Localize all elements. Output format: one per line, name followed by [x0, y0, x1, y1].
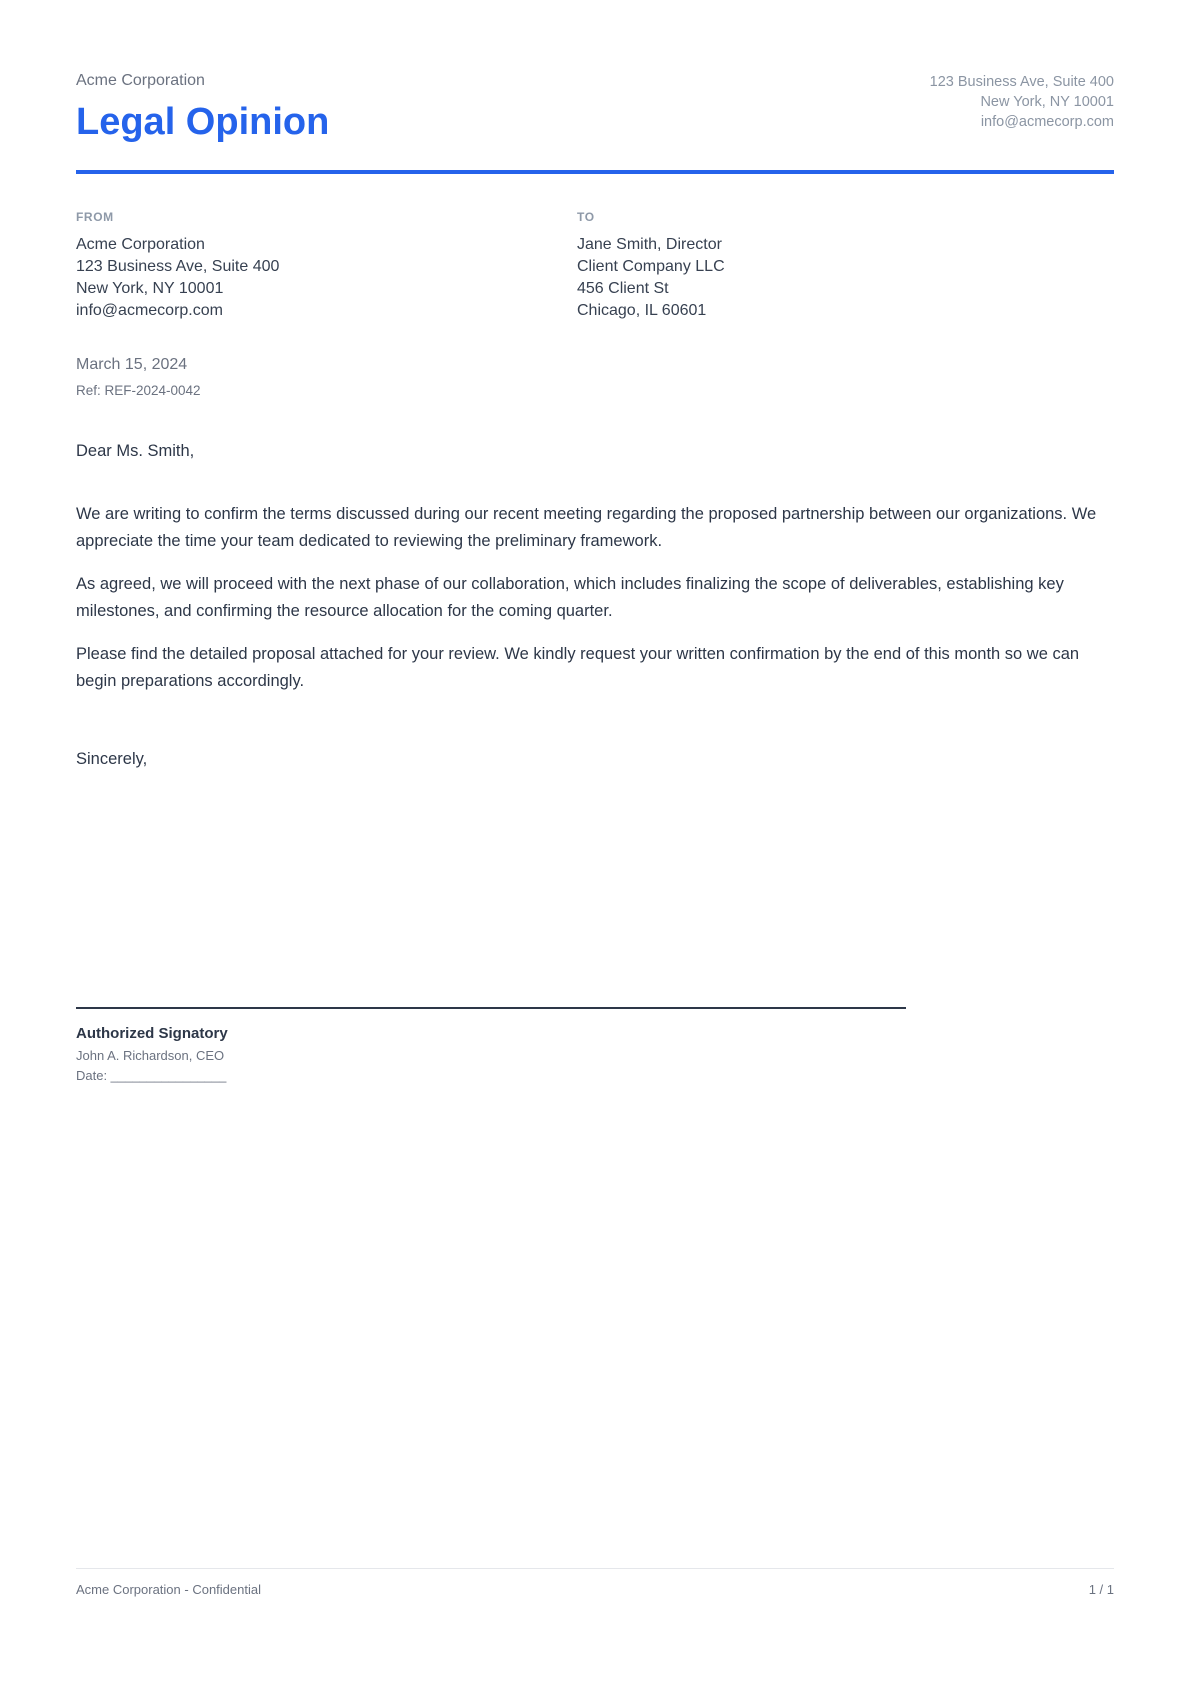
to-line: Client Company LLC — [577, 258, 725, 275]
address-line: info@acmecorp.com — [980, 114, 1114, 130]
letter-date: March 15, 2024 — [76, 356, 188, 373]
page-title: Legal Opinion — [76, 101, 330, 143]
letterhead — [76, 70, 1114, 144]
to-line: Jane Smith, Director — [577, 236, 722, 253]
from-line: New York, NY 10001 — [76, 280, 224, 297]
footer-confidential-text: Acme Corporation - Confidential — [76, 1582, 261, 1597]
body-paragraph: Please find the detailed proposal attached for your review. We kindly request your written confirmation by the end of this month so we can begin preparations accordingly. — [76, 645, 1080, 690]
date-reference-block — [76, 354, 1114, 400]
from-line: Acme Corporation — [76, 236, 205, 253]
reference-number: Ref: REF-2024-0042 — [76, 383, 201, 398]
letter-body — [76, 501, 1114, 695]
body-paragraph: As agreed, we will proceed with the next phase of our collaboration, which includes finalizing the scope of deliverables, establishing key milestones, and confirming the resource allocation for the coming quarter. — [76, 575, 1064, 620]
closing-phrase: Sincerely, — [76, 750, 148, 768]
signature-rule — [76, 1007, 906, 1009]
page-footer — [76, 1568, 1114, 1597]
signatory-title: Authorized Signatory — [76, 1025, 228, 1042]
company-name: Acme Corporation — [76, 72, 205, 89]
from-label: FROM — [76, 210, 114, 224]
to-line: Chicago, IL 60601 — [577, 302, 707, 319]
signature-date-line: Date: ________________ — [76, 1068, 227, 1083]
signatory-name: John A. Richardson, CEO — [76, 1048, 225, 1063]
address-line: New York, NY 10001 — [980, 94, 1114, 110]
to-block — [577, 210, 1114, 322]
to-line: 456 Client St — [577, 280, 669, 297]
signature-block — [76, 1007, 1114, 1085]
footer-page-number: 1 / 1 — [1088, 1582, 1114, 1597]
from-line: 123 Business Ave, Suite 400 — [76, 258, 280, 275]
from-block — [76, 210, 577, 322]
parties-section — [76, 210, 1114, 322]
body-paragraph: We are writing to confirm the terms discussed during our recent meeting regarding the proposed partnership between our organizations. We appreciate the time your team dedicated to reviewing the preliminary framework. — [76, 505, 1097, 550]
letterhead-identity — [76, 70, 329, 144]
address-line: 123 Business Ave, Suite 400 — [929, 74, 1114, 90]
accent-divider — [76, 170, 1114, 174]
letterhead-address — [930, 70, 1114, 132]
to-label: TO — [577, 210, 595, 224]
salutation: Dear Ms. Smith, — [76, 442, 195, 460]
from-line: info@acmecorp.com — [76, 302, 223, 319]
